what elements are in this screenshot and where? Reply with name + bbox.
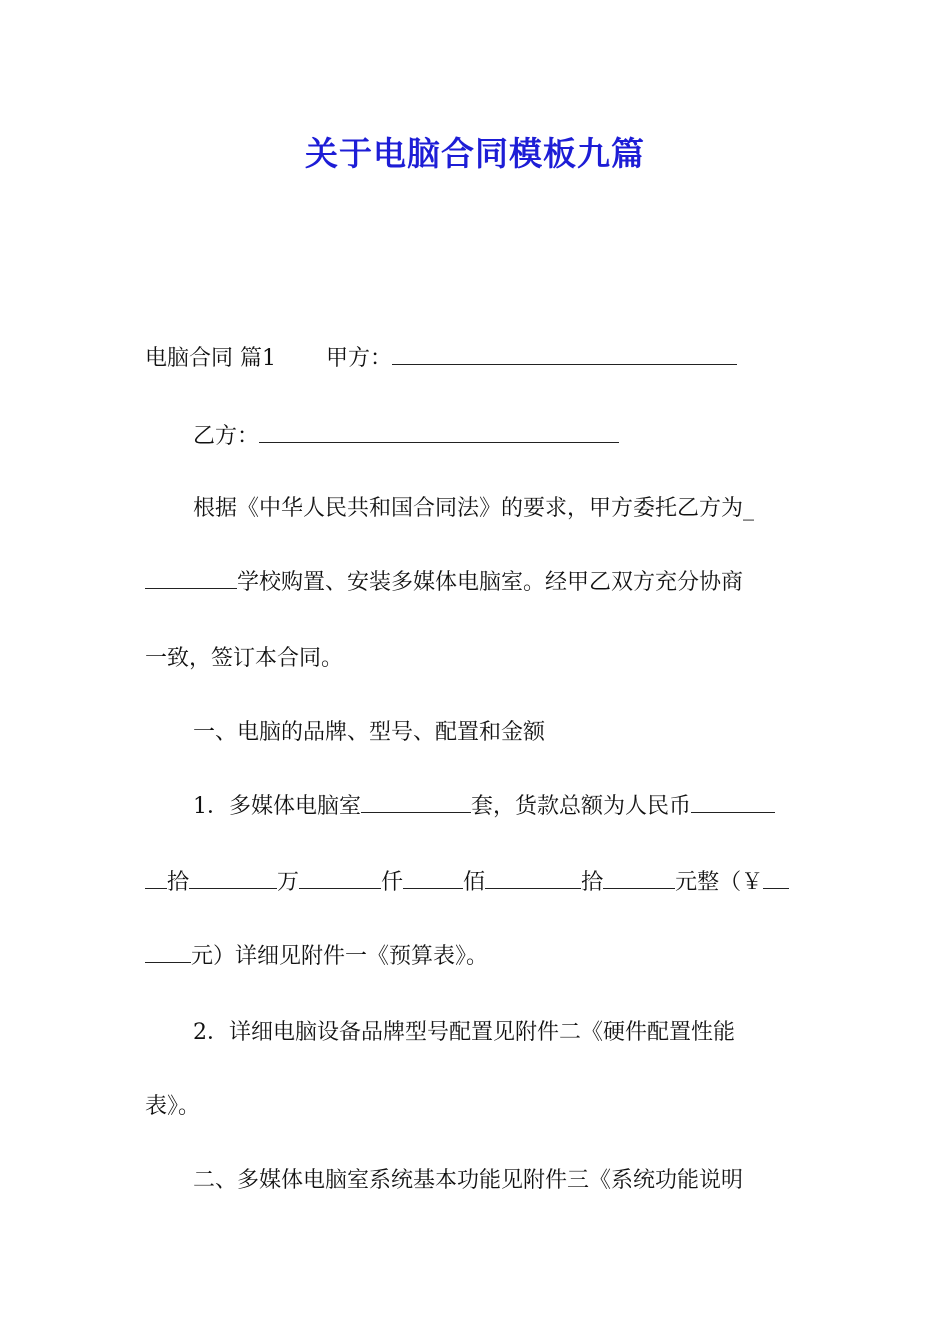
amount-unit: 佰: [463, 870, 486, 895]
section-heading: 二、多媒体电脑室系统基本功能见附件三《系统功能说明: [193, 1168, 744, 1193]
item-text: 套，货款总额为人民币: [471, 794, 692, 819]
amount-unit: 元整（￥: [675, 870, 764, 895]
party-a-label: 甲方：: [326, 346, 393, 371]
paragraph-line: 一致，签订本合同。: [145, 646, 344, 671]
item-text: 1．多媒体电脑室: [193, 794, 361, 819]
item-line: [193, 792, 807, 822]
amount-blank: [485, 868, 581, 889]
amount-line: [145, 868, 807, 898]
amount-blank: [299, 868, 381, 889]
amount-blank: [691, 792, 775, 813]
section-heading: 一、电脑的品牌、型号、配置和金额: [193, 720, 546, 745]
item-line: 2．详细电脑设备品牌型号配置见附件二《硬件配置性能: [193, 1020, 735, 1045]
item-line: 表》。: [145, 1094, 201, 1119]
quantity-blank: [361, 792, 471, 813]
contract-section-label: 电脑合同 篇1: [145, 346, 276, 371]
amount-blank: [189, 868, 277, 889]
party-a-blank: [392, 344, 737, 365]
amount-unit: 万: [277, 870, 300, 895]
paragraph-text: 学校购置、安装多媒体电脑室。经甲乙双方充分协商: [237, 570, 744, 595]
amount-blank: [603, 868, 675, 889]
party-b-line: [193, 422, 807, 452]
paragraph-line: [145, 568, 807, 598]
party-b-label: 乙方：: [193, 424, 260, 449]
party-b-blank: [259, 422, 619, 443]
paragraph-line: 根据《中华人民共和国合同法》的要求，甲方委托乙方为_: [193, 496, 755, 521]
document-title: 关于电脑合同模板九篇: [305, 134, 645, 173]
amount-blank: [763, 868, 789, 889]
school-blank: [145, 568, 237, 589]
amount-unit: 仟: [381, 870, 404, 895]
amount-blank: [403, 868, 463, 889]
amount-unit: 拾: [581, 870, 604, 895]
amount-text: 元）详细见附件一《预算表》。: [191, 944, 489, 969]
amount-line: [145, 942, 807, 972]
amount-blank: [145, 868, 167, 889]
amount-unit: 拾: [167, 870, 190, 895]
amount-blank: [145, 942, 191, 963]
contract-heading-line: [145, 344, 807, 374]
